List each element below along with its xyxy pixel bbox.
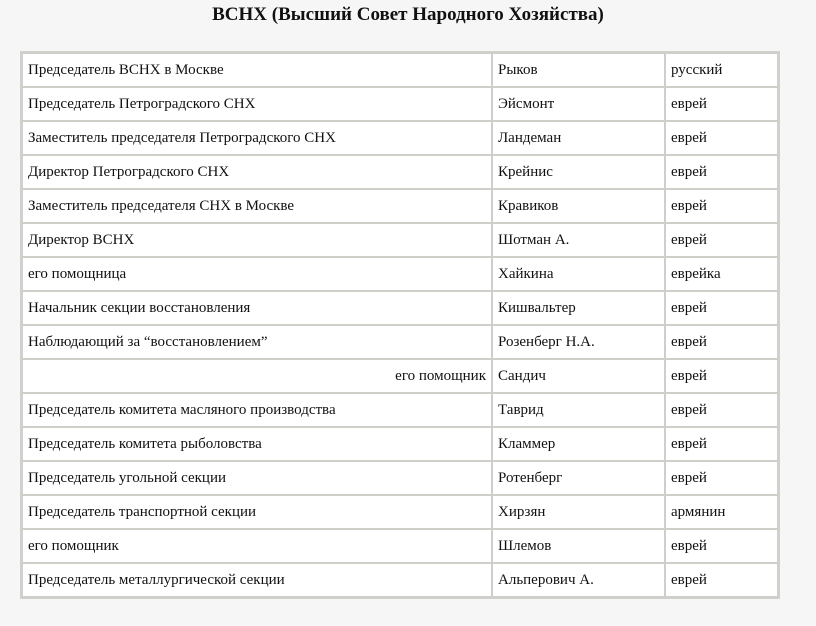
name-cell: Таврид	[492, 393, 665, 427]
table-row	[22, 393, 778, 427]
position-cell: Наблюдающий за “восстановлением”	[22, 325, 492, 359]
name-cell: Альперович А.	[492, 563, 665, 597]
nationality-cell: еврей	[665, 189, 778, 223]
position-cell: Директор ВСНХ	[22, 223, 492, 257]
table-row	[22, 563, 778, 597]
table-row	[22, 53, 778, 87]
name-cell: Ландеман	[492, 121, 665, 155]
position-cell: Заместитель председателя Петроградского СНХ	[22, 121, 492, 155]
name-cell: Шотман А.	[492, 223, 665, 257]
table-row	[22, 121, 778, 155]
table-row	[22, 291, 778, 325]
position-cell: Начальник секции восстановления	[22, 291, 492, 325]
table-row	[22, 359, 778, 393]
table-row	[22, 529, 778, 563]
position-cell: Председатель Петроградского СНХ	[22, 87, 492, 121]
position-cell: его помощница	[22, 257, 492, 291]
nationality-cell: русский	[665, 53, 778, 87]
nationality-cell: армянин	[665, 495, 778, 529]
nationality-cell: еврей	[665, 325, 778, 359]
nationality-cell: еврей	[665, 87, 778, 121]
name-cell: Эйсмонт	[492, 87, 665, 121]
table-row	[22, 155, 778, 189]
position-cell: его помощник	[22, 359, 492, 393]
position-cell: Заместитель председателя СНХ в Москве	[22, 189, 492, 223]
name-cell: Рыков	[492, 53, 665, 87]
name-cell: Шлемов	[492, 529, 665, 563]
table-row	[22, 257, 778, 291]
position-cell: Директор Петроградского СНХ	[22, 155, 492, 189]
table-row	[22, 325, 778, 359]
nationality-cell: еврей	[665, 529, 778, 563]
name-cell: Кишвальтер	[492, 291, 665, 325]
table-row	[22, 87, 778, 121]
name-cell: Кравиков	[492, 189, 665, 223]
officials-table	[20, 51, 780, 599]
nationality-cell: еврей	[665, 359, 778, 393]
page-title: ВСНХ (Высший Совет Народного Хозяйства)	[212, 4, 604, 25]
name-cell: Хирзян	[492, 495, 665, 529]
name-cell: Розенберг Н.А.	[492, 325, 665, 359]
nationality-cell: еврей	[665, 461, 778, 495]
table-row	[22, 461, 778, 495]
nationality-cell: еврей	[665, 223, 778, 257]
position-cell: Председатель металлургической секции	[22, 563, 492, 597]
nationality-cell: еврейка	[665, 257, 778, 291]
position-cell: Председатель комитета масляного производства	[22, 393, 492, 427]
nationality-cell: еврей	[665, 393, 778, 427]
name-cell: Кламмер	[492, 427, 665, 461]
table-row	[22, 189, 778, 223]
table-body	[22, 53, 778, 597]
position-cell: Председатель ВСНХ в Москве	[22, 53, 492, 87]
nationality-cell: еврей	[665, 563, 778, 597]
nationality-cell: еврей	[665, 291, 778, 325]
name-cell: Ротенберг	[492, 461, 665, 495]
position-cell: его помощник	[22, 529, 492, 563]
nationality-cell: еврей	[665, 427, 778, 461]
nationality-cell: еврей	[665, 121, 778, 155]
position-cell: Председатель комитета рыболовства	[22, 427, 492, 461]
position-cell: Председатель угольной секции	[22, 461, 492, 495]
table-row	[22, 427, 778, 461]
name-cell: Сандич	[492, 359, 665, 393]
name-cell: Крейнис	[492, 155, 665, 189]
name-cell: Хайкина	[492, 257, 665, 291]
table-row	[22, 223, 778, 257]
nationality-cell: еврей	[665, 155, 778, 189]
position-cell: Председатель транспортной секции	[22, 495, 492, 529]
table-row	[22, 495, 778, 529]
